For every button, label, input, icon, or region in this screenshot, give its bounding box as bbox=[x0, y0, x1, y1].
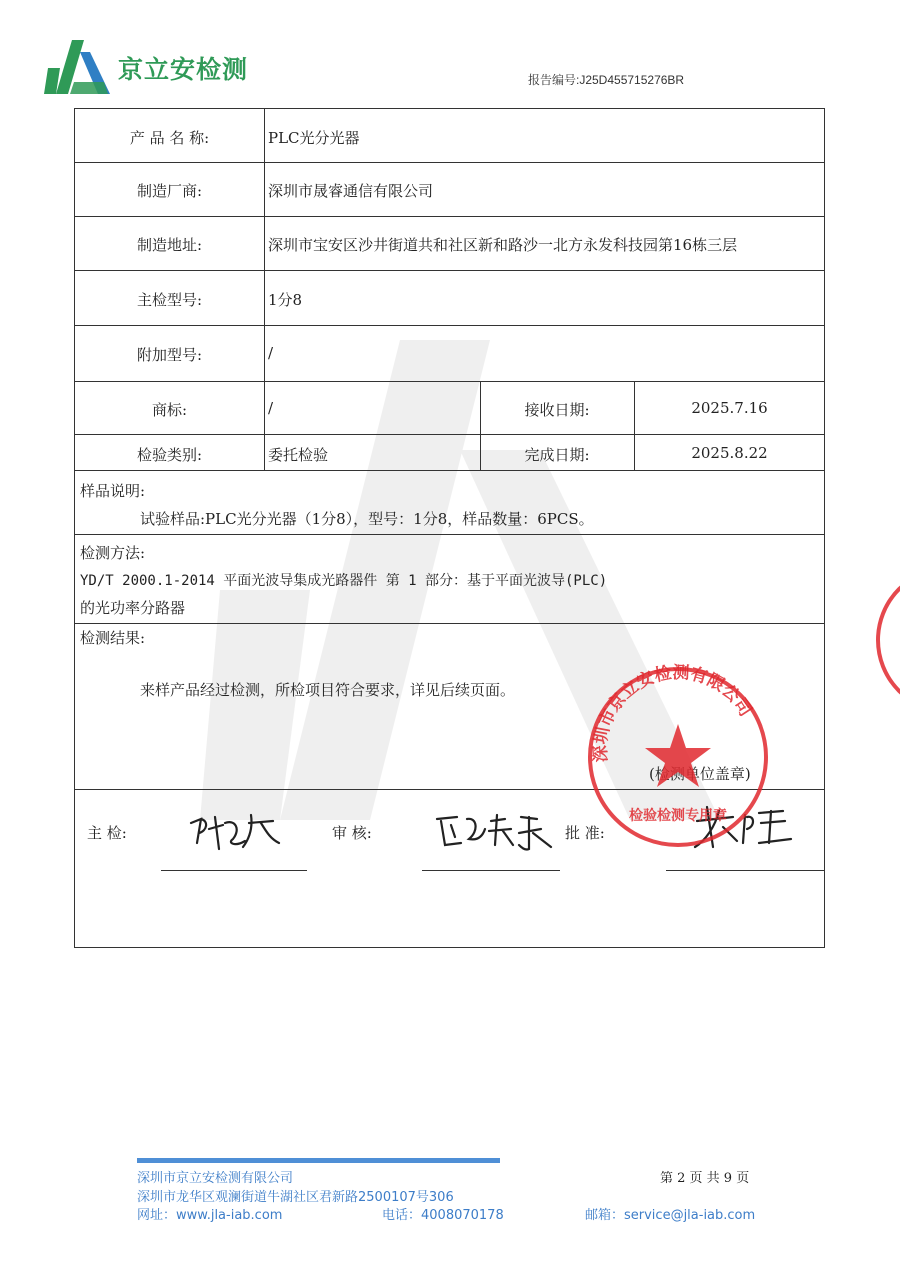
completed-date-label: 完成日期: bbox=[524, 446, 590, 464]
address-label: 制造地址: bbox=[136, 236, 203, 254]
footer-address: 深圳市龙华区观澜街道牛湖社区君新路2500107号306 bbox=[137, 1190, 454, 1205]
test-type-label: 检验类别: bbox=[136, 446, 203, 464]
sample-description: 试验样品:PLC光分光器（1分8），型号：1分8，样品数量：6PCS。 bbox=[140, 510, 594, 528]
product-name-label: 产 品 名 称: bbox=[129, 129, 210, 147]
company-logo bbox=[44, 38, 274, 100]
main-model-value: 1分8 bbox=[268, 291, 303, 309]
report-number: 报告编号:J25D455715276BR bbox=[528, 73, 685, 87]
company-logo-text: 京立安检测 bbox=[118, 55, 249, 84]
footer-phone: 电话：4008070178 bbox=[382, 1208, 504, 1223]
result-text: 来样产品经过检测，所检项目符合要求，详见后续页面。 bbox=[140, 681, 516, 699]
sample-label: 样品说明: bbox=[80, 482, 146, 500]
partial-seal-stamp bbox=[870, 560, 900, 720]
extra-model-label: 附加型号: bbox=[136, 346, 203, 364]
manufacturer-value: 深圳市晟睿通信有限公司 bbox=[268, 182, 434, 200]
completed-date-value: 2025.8.22 bbox=[691, 444, 768, 462]
method-label: 检测方法: bbox=[80, 544, 146, 562]
main-model-label: 主检型号: bbox=[136, 291, 203, 309]
trademark-label: 商标: bbox=[151, 401, 188, 419]
footer-company: 深圳市京立安检测有限公司 bbox=[137, 1171, 294, 1186]
inspector-signature bbox=[179, 799, 289, 857]
manufacturer-label: 制造厂商: bbox=[136, 182, 203, 200]
svg-text:检验检测专用章: 检验检测专用章 bbox=[629, 808, 727, 824]
method-standard: YD/T 2000.1-2014 平面光波导集成光路器件 第 1 部分：基于平面光波导(PLC) bbox=[80, 573, 608, 589]
page-number: 第 2 页 共 9 页 bbox=[660, 1171, 750, 1186]
received-date-value: 2025.7.16 bbox=[691, 399, 768, 417]
trademark-value: / bbox=[268, 399, 274, 417]
method-standard-cont: 的光功率分路器 bbox=[80, 599, 186, 617]
svg-text:深圳市京立安检测有限公司: 深圳市京立安检测有限公司 bbox=[590, 662, 756, 763]
jla-logo-icon bbox=[44, 38, 114, 100]
footer-website[interactable]: 网址：www.jla-iab.com bbox=[137, 1208, 283, 1223]
official-seal-stamp bbox=[583, 662, 773, 852]
approver-label: 批 准: bbox=[565, 824, 605, 842]
result-label: 检测结果: bbox=[80, 629, 146, 647]
test-type-value: 委托检验 bbox=[268, 446, 329, 464]
seal-note: (检测单位盖章) bbox=[649, 765, 751, 783]
inspector-label: 主 检: bbox=[87, 824, 127, 842]
reviewer-label: 审 核: bbox=[332, 824, 372, 842]
footer-bar bbox=[137, 1158, 500, 1163]
footer-email[interactable]: 邮箱：service@jla-iab.com bbox=[585, 1208, 756, 1223]
reviewer-signature bbox=[433, 809, 563, 857]
received-date-label: 接收日期: bbox=[524, 401, 590, 419]
extra-model-value: / bbox=[268, 344, 274, 362]
address-value: 深圳市宝安区沙井街道共和社区新和路沙一北方永发科技园第16栋三层 bbox=[268, 236, 738, 254]
product-name-value: PLC光分光器 bbox=[268, 129, 360, 147]
